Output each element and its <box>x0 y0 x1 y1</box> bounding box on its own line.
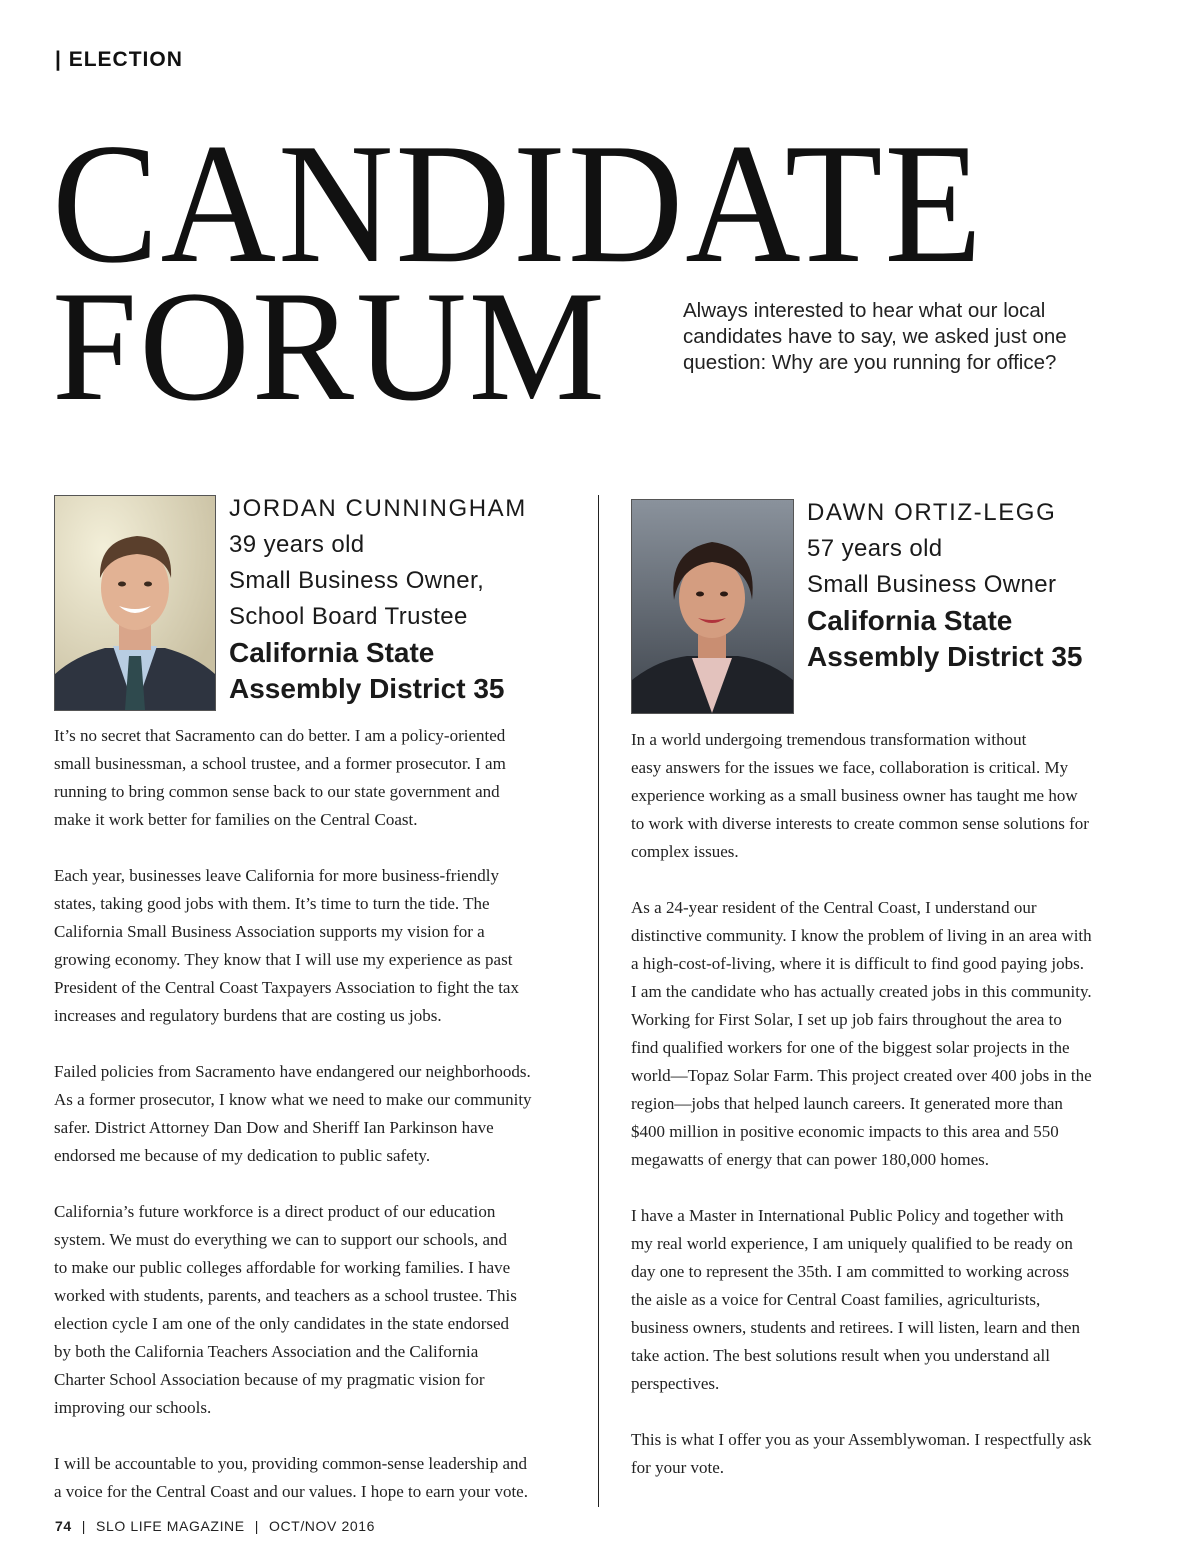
statement-line: for your vote. <box>631 1458 725 1477</box>
statement-line: to make our public colleges affordable for working families. I have <box>54 1258 511 1277</box>
statement-line: worked with students, parents, and teachers as a school trustee. This <box>54 1286 517 1305</box>
statement-line: business owners, students and retirees. I will listen, learn and then <box>631 1318 1080 1337</box>
statement-paragraph <box>54 1198 574 1422</box>
issue-date: OCT/NOV 2016 <box>268 1518 375 1534</box>
candidate-photo-dawn-ortiz-legg <box>631 499 794 714</box>
statement-line: complex issues. <box>631 842 739 861</box>
candidate-district: California State <box>229 637 435 668</box>
page-title-line-1: CANDIDATE <box>52 109 984 299</box>
candidate-district: Assembly District 35 <box>229 673 505 704</box>
statement-line: a high-cost-of-living, where it is difficult to find good paying jobs. <box>631 954 1084 973</box>
statement-line: megawatts of energy that can power 180,000 homes. <box>631 1150 990 1169</box>
page-title-line-2: FORUM <box>52 259 607 434</box>
statement-line: easy answers for the issues we face, collaboration is critical. My <box>631 758 1069 777</box>
statement-paragraph <box>54 1450 574 1506</box>
statement-line: states, taking good jobs with them. It’s time to turn the tide. The <box>54 894 490 913</box>
statement-line: small businessman, a school trustee, and a former prosecutor. I am <box>54 754 506 773</box>
statement-paragraph <box>54 862 574 1030</box>
page-footer: 74 | SLO LIFE MAGAZINE | OCT/NOV 2016 <box>55 1518 375 1534</box>
statement-line: world—Topaz Solar Farm. This project created over 400 jobs in the <box>631 1066 1092 1085</box>
candidate-age: 39 years old <box>229 531 365 558</box>
candidate-name: JORDAN CUNNINGHAM <box>229 495 527 522</box>
statement-line: system. We must do everything we can to support our schools, and <box>54 1230 507 1249</box>
statement-line: California’s future workforce is a direct product of our education <box>54 1202 496 1221</box>
candidate-occupation: School Board Trustee <box>229 603 468 630</box>
statement-paragraph <box>631 1202 1151 1398</box>
statement-line: Failed policies from Sacramento have endangered our neighborhoods. <box>54 1062 531 1081</box>
statement-line: In a world undergoing tremendous transformation without <box>631 730 1027 749</box>
statement-line: endorsed me because of my dedication to public safety. <box>54 1146 431 1165</box>
statement-line: I have a Master in International Public Policy and together with <box>631 1206 1064 1225</box>
statement-line: I will be accountable to you, providing common-sense leadership and <box>54 1454 528 1473</box>
statement-line: experience working as a small business owner has taught me how <box>631 786 1078 805</box>
statement-line: improving our schools. <box>54 1398 212 1417</box>
section-tag: | ELECTION <box>55 48 183 71</box>
candidate-district: California State <box>807 605 1013 636</box>
intro-text <box>683 298 1163 376</box>
statement-line: running to bring common sense back to our state government and <box>54 782 500 801</box>
statement-paragraph <box>54 722 574 834</box>
statement-line: region—jobs that helped launch careers. It generated more than <box>631 1094 1063 1113</box>
candidate-name: DAWN ORTIZ-LEGG <box>807 499 1057 526</box>
candidate-occupation: Small Business Owner, <box>229 567 485 594</box>
statement-line: make it work better for families on the Central Coast. <box>54 810 418 829</box>
statement-line: distinctive community. I know the problem of living in an area with <box>631 926 1092 945</box>
statement-line: President of the Central Coast Taxpayers Association to fight the tax <box>54 978 519 997</box>
statement-line: a voice for the Central Coast and our values. I hope to earn your vote. <box>54 1482 528 1501</box>
statement-line: growing economy. They know that I will use my experience as past <box>54 950 513 969</box>
publication-name: SLO LIFE MAGAZINE <box>96 1518 245 1534</box>
statement-line: election cycle I am one of the only candidates in the state endorsed <box>54 1314 510 1333</box>
statement-line: As a former prosecutor, I know what we need to make our community <box>54 1090 532 1109</box>
statement-paragraph <box>631 894 1151 1174</box>
statement-line: Working for First Solar, I set up job fairs throughout the area to <box>631 1010 1062 1029</box>
statement-paragraph <box>54 1058 574 1170</box>
candidate-occupation: Small Business Owner <box>807 571 1057 598</box>
intro-line: question: Why are you running for office? <box>683 351 1057 374</box>
candidate-photo-jordan-cunningham <box>54 495 216 711</box>
statement-line: As a 24-year resident of the Central Coast, I understand our <box>631 898 1037 917</box>
statement-line: the aisle as a voice for Central Coast families, agriculturists, <box>631 1290 1041 1309</box>
statement-line: perspectives. <box>631 1374 720 1393</box>
candidate-info-dawn-ortiz-legg <box>807 495 1082 675</box>
statement-line: It’s no secret that Sacramento can do better. I am a policy-oriented <box>54 726 506 745</box>
statement-line: to work with diverse interests to create common sense solutions for <box>631 814 1089 833</box>
statement-line: my real world experience, I am uniquely qualified to be ready on <box>631 1234 1073 1253</box>
candidate-age: 57 years old <box>807 535 943 562</box>
statement-line: Each year, businesses leave California for more business-friendly <box>54 866 499 885</box>
statement-line: California Small Business Association supports my vision for a <box>54 922 485 941</box>
intro-line: candidates have to say, we asked just one <box>683 325 1067 348</box>
statement-paragraph <box>631 726 1151 866</box>
statement-dawn-ortiz-legg <box>631 726 1151 1510</box>
intro-line: Always interested to hear what our local <box>683 299 1046 322</box>
statement-line: safer. District Attorney Dan Dow and Sheriff Ian Parkinson have <box>54 1118 494 1137</box>
statement-jordan-cunningham <box>54 722 574 1534</box>
statement-line: take action. The best solutions result when you understand all <box>631 1346 1050 1365</box>
candidate-info-jordan-cunningham <box>229 491 527 707</box>
statement-line: Charter School Association because of my pragmatic vision for <box>54 1370 485 1389</box>
statement-line: This is what I offer you as your Assemblywoman. I respectfully ask <box>631 1430 1092 1449</box>
column-divider <box>598 495 599 1507</box>
page-number: 74 <box>55 1518 72 1534</box>
statement-line: find qualified workers for one of the biggest solar projects in the <box>631 1038 1070 1057</box>
statement-line: increases and regulatory burdens that are costing us jobs. <box>54 1006 442 1025</box>
statement-line: I am the candidate who has actually created jobs in this community. <box>631 982 1092 1001</box>
statement-line: by both the California Teachers Association and the California <box>54 1342 479 1361</box>
statement-line: day one to represent the 35th. I am committed to working across <box>631 1262 1070 1281</box>
candidate-district: Assembly District 35 <box>807 641 1083 672</box>
statement-paragraph <box>631 1426 1151 1482</box>
statement-line: $400 million in positive economic impacts to this area and 550 <box>631 1122 1059 1141</box>
